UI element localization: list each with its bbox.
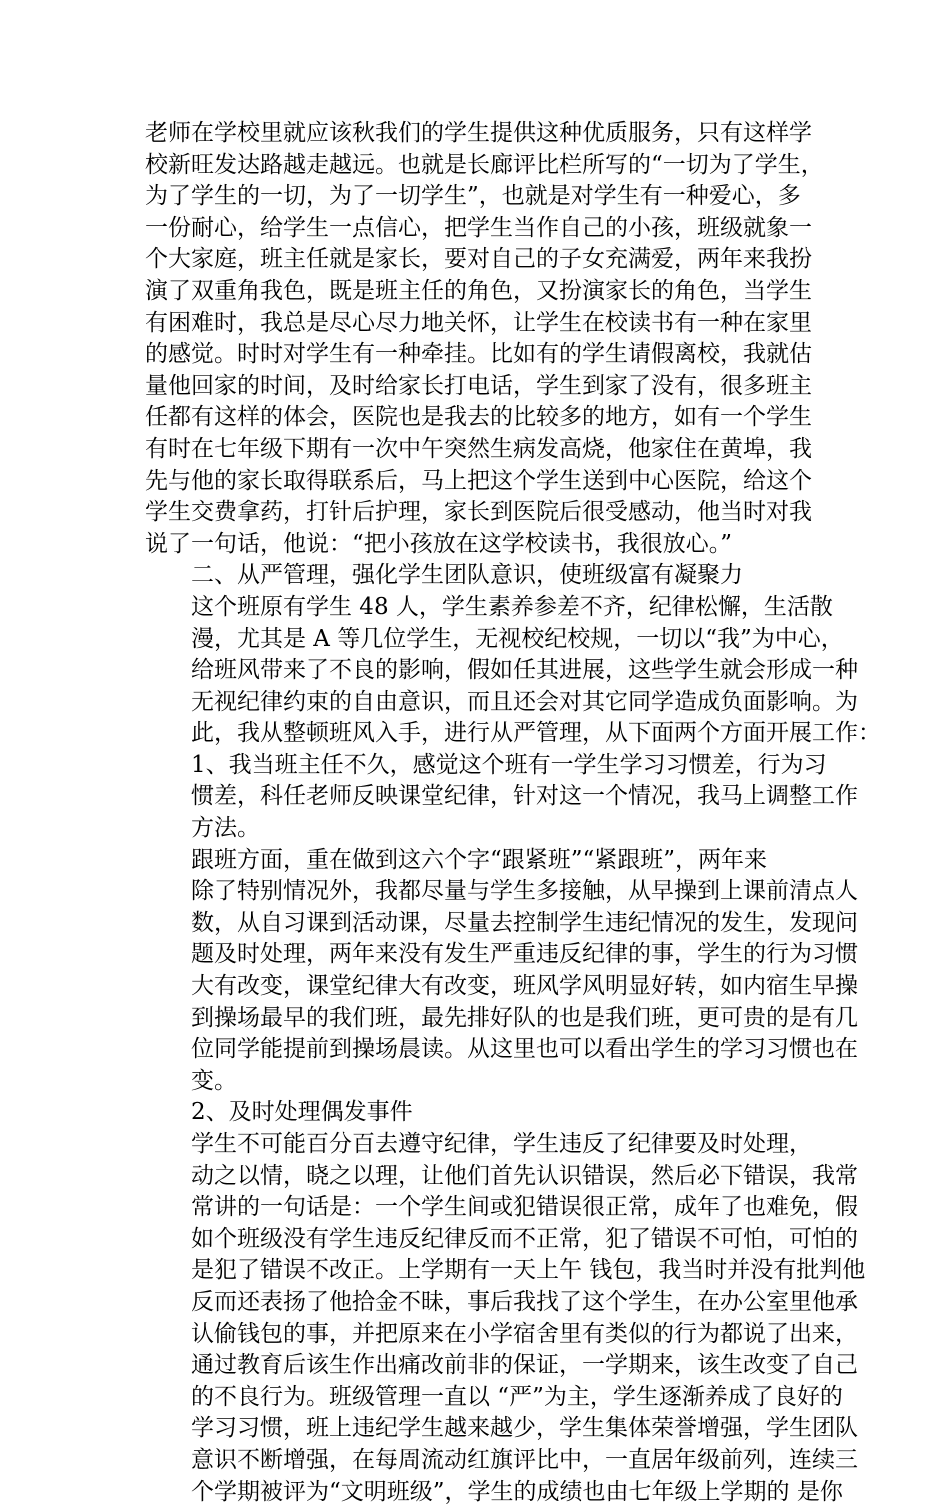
document-page [145,118,881,1508]
text-line: 先与他的家长取得联系后，马上把这个学生送到中心医院，给这个 [145,467,812,494]
text-line: 1、我当班主任不久，感觉这个班有一学生学习习惯差，行为习 [191,751,827,778]
text-line: 有时在七年级下期有一次中午突然生病发高烧，他家住在黄埠，我 [145,435,812,462]
text-line: 给班风带来了不良的影响，假如任其进展，这些学生就会形成一种 [191,657,858,684]
text-line: 演了双重角我色，既是班主任的角色，又扮演家长的角色，当学生 [145,277,812,304]
paragraph [145,750,858,845]
text-line: 是犯了错误不改正。上学期有一天上午 钱包，我当时并没有批判他 [191,1257,866,1284]
text-line: 跟班方面，重在做到这六个字“跟紧班”“紧跟班”，两年来 [191,846,768,873]
text-line: 变。 [191,1067,237,1094]
text-line: 如个班级没有学生违反纪律反而不正常，犯了错误不可怕，可怕的 [191,1225,858,1252]
text-line: 无视纪律约束的自由意识，而且还会对其它同学造成负面影响。为 [191,688,858,715]
text-line: 大有改变，课堂纪律大有改变，班风学风明显好转，如内宿生早操 [191,973,858,1000]
paragraph [145,1129,866,1508]
text-line: 此，我从整顿班风入手，进行从严管理，从下面两个方面开展工作： [191,720,881,747]
paragraph [145,118,824,560]
text-line: 漫，尤其是 A 等几位学生，无视校纪校规，一切以“我”为中心， [191,625,844,652]
text-line: 意识不断增强，在每周流动红旗评比中，一直居年级前列，连续三 [191,1446,858,1473]
text-line: 校新旺发达路越走越远。也就是长廊评比栏所写的“一切为了学生， [145,151,824,178]
text-line: 的感觉。时时对学生有一种牵挂。比如有的学生请假离校，我就估 [145,341,812,368]
text-line: 有困难时，我总是尽心尽力地关怀，让学生在校读书有一种在家里 [145,309,812,336]
text-line: 通过教育后该生作出痛改前非的保证，一学期来，该生改变了自己 [191,1352,858,1379]
text-line: 说了一句话，他说：“把小孩放在这学校读书，我很放心。” [145,530,733,557]
text-line: 学生交费拿药，打针后护理，家长到医院后很受感动，他当时对我 [145,499,812,526]
text-line: 到操场最早的我们班，最先排好队的也是我们班，更可贵的是有几 [191,1004,858,1031]
text-line: 老师在学校里就应该秋我们的学生提供这种优质服务，只有这样学 [145,120,812,146]
text-line: 的不良行为。班级管理一直以 “严”为主，学生逐渐养成了良好的 [191,1383,843,1410]
text-line: 反而还表扬了他拾金不昧，事后我找了这个学生，在办公室里他承 [191,1288,858,1315]
text-line: 题及时处理，两年来没有发生严重违反纪律的事，学生的行为习惯 [191,941,858,968]
text-line: 为了学生的一切，为了一切学生”，也就是对学生有一种爱心，多 [145,183,801,210]
text-line: 量他回家的时间，及时给家长打电话，学生到家了没有，很多班主 [145,372,812,399]
text-line: 任都有这样的体会，医院也是我去的比较多的地方，如有一个学生 [145,404,812,431]
text-line: 数，从自习课到活动课，尽量去控制学生违纪情况的发生，发现问 [191,909,858,936]
text-line: 一份耐心，给学生一点信心，把学生当作自己的小孩，班级就象一 [145,214,812,241]
text-line: 除了特别情况外，我都尽量与学生多接触，从早操到上课前清点人 [191,878,858,905]
text-line: 个大家庭，班主任就是家长，要对自己的子女充满爱，两年来我扮 [145,246,812,273]
text-line: 2、及时处理偶发事件 [191,1099,413,1126]
text-line: 常讲的一句话是：一个学生间或犯错误很正常，成年了也难免，假 [191,1194,858,1221]
text-line: 二、从严管理，强化学生团队意识，使班级富有凝聚力 [191,562,743,589]
paragraph [145,560,805,592]
text-line: 学生不可能百分百去遵守纪律，学生违反了纪律要及时处理， [191,1131,812,1157]
paragraph [145,592,881,750]
paragraph [145,1097,805,1129]
text-line: 个学期被评为“文明班级”，学生的成绩也由七年级上学期的 是你 [191,1478,843,1505]
text-line: 惯差，科任老师反映课堂纪律，针对这一个情况，我马上调整工作 [191,783,858,810]
text-line: 动之以情，晓之以理，让他们首先认识错误，然后必下错误，我常 [191,1162,858,1189]
paragraph [145,845,858,1098]
text-line: 位同学能提前到操场晨读。从这里也可以看出学生的学习习惯也在 [191,1036,858,1063]
text-line: 学习习惯，班上违纪学生越来越少，学生集体荣誉增强，学生团队 [191,1415,858,1442]
text-line: 这个班原有学生 48 人，学生素养参差不齐，纪律松懈，生活散 [191,593,833,620]
text-line: 方法。 [191,815,260,842]
text-line: 认偷钱包的事，并把原来在小学宿舍里有类似的行为都说了出来， [191,1320,858,1347]
